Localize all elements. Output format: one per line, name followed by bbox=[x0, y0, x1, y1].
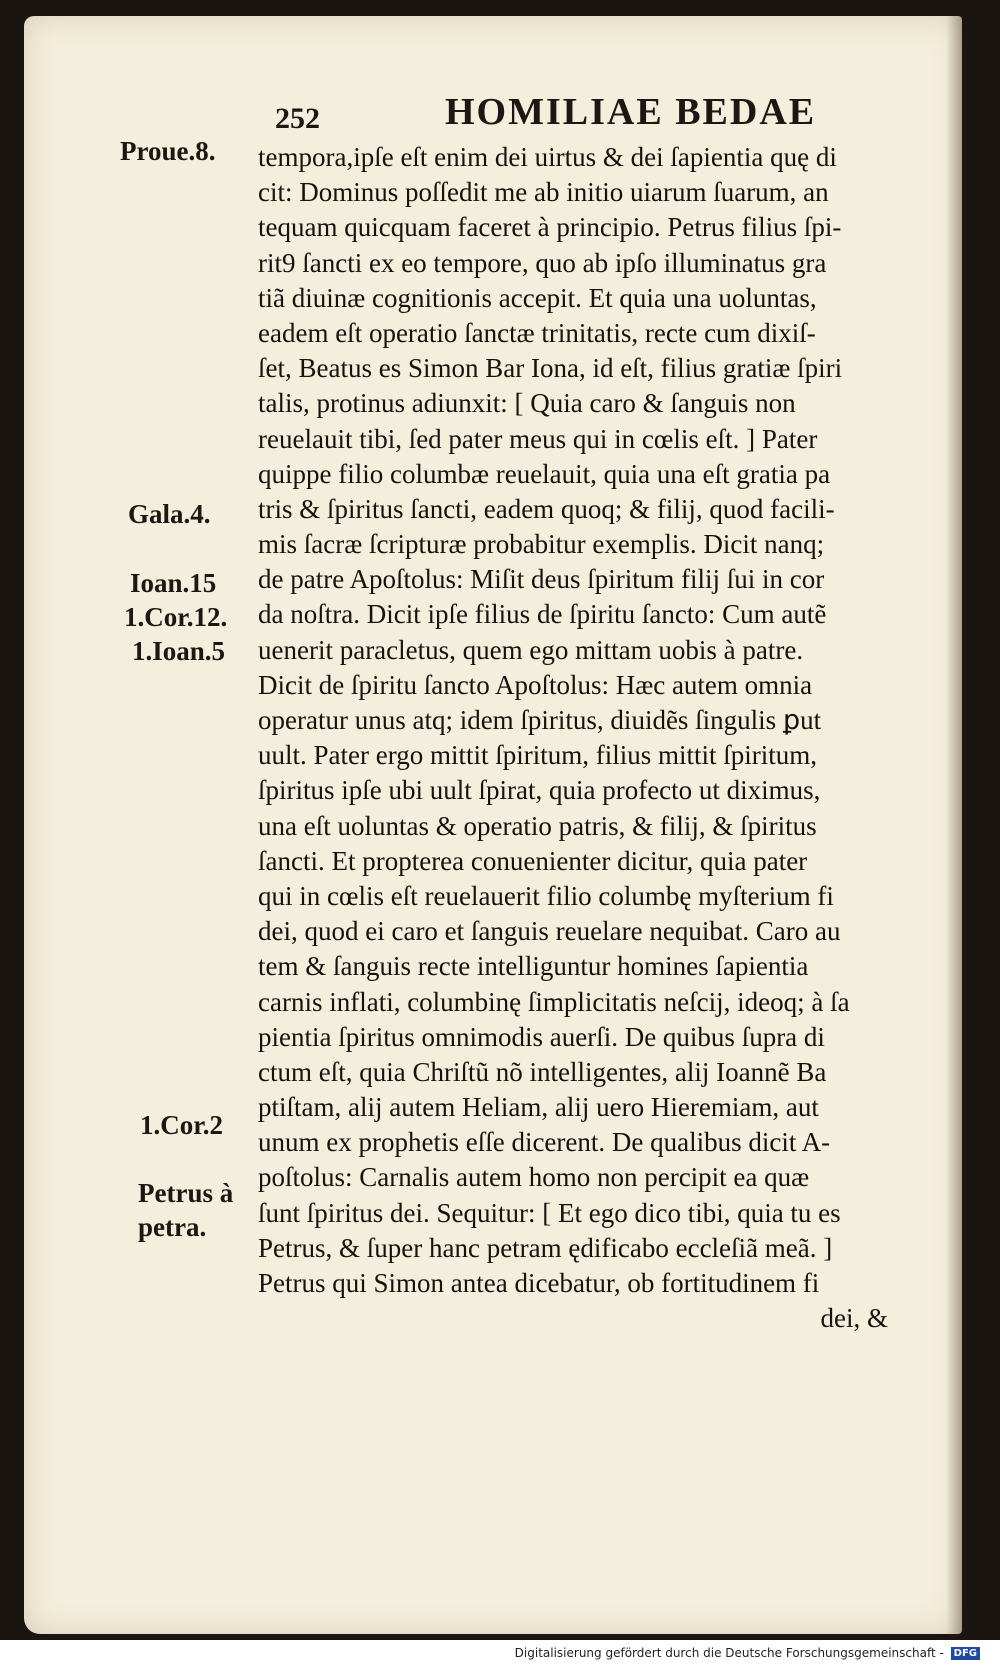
text-line: rit9 ſancti ex eo tempore, quo ab ipſo illuminatus gra bbox=[258, 247, 827, 278]
text-line: pientia ſpiritus omnimodis auerſi. De quibus ſupra di bbox=[258, 1021, 825, 1052]
text-line: tequam quicquam faceret à principio. Petrus filius ſpi- bbox=[258, 212, 842, 243]
text-line: tris & ſpiritus ſancti, eadem quoq; & filij, quod facili- bbox=[258, 493, 835, 524]
text-line: reuelauit tibi, ſed pater meus qui in cœlis eſt. ] Pater bbox=[258, 423, 818, 454]
text-line: una eſt uoluntas & operatio patris, & filij, & ſpiritus bbox=[258, 810, 817, 841]
text-line: de patre Apoſtolus: Miſit deus ſpiritum filij ſui in cor bbox=[258, 564, 825, 595]
dfg-logo-badge: DFG bbox=[951, 1647, 980, 1660]
text-line-catchword: dei, & bbox=[820, 1303, 888, 1334]
margin-note: 1.Cor.12. bbox=[124, 602, 228, 632]
page-header bbox=[275, 90, 835, 140]
margin-note: Ioan.15 bbox=[130, 568, 217, 598]
digitization-footer bbox=[0, 1640, 1000, 1668]
text-line: eadem eſt operatio ſanctæ trinitatis, recte cum dixiſ- bbox=[258, 317, 816, 348]
text-line: qui in cœlis eſt reuelauerit filio columbę myſterium fi bbox=[258, 880, 834, 911]
text-line: operatur unus atq; idem ſpiritus, diuidẽs ſingulis ꝑut bbox=[258, 705, 822, 735]
margin-note: Proue.8. bbox=[120, 136, 216, 166]
text-line: uenerit paracletus, quem ego mittam uobis à patre. bbox=[258, 634, 804, 665]
margin-note: 1.Ioan.5 bbox=[132, 636, 226, 666]
text-line: Petrus qui Simon antea dicebatur, ob fortitudinem fi bbox=[258, 1268, 820, 1298]
text-line: ſunt ſpiritus dei. Sequitur: [ Et ego dico tibi, quia tu es bbox=[258, 1197, 841, 1228]
footer-credit bbox=[515, 1646, 980, 1660]
text-line: tiã diuinæ cognitionis accepit. Et quia una uoluntas, bbox=[258, 282, 817, 313]
margin-notes bbox=[120, 0, 270, 1400]
text-line: tempora,ipſe eſt enim dei uirtus & dei ſapientia quę di bbox=[258, 142, 837, 172]
margin-note: Petrus à bbox=[138, 1178, 234, 1208]
body-text bbox=[258, 140, 958, 1336]
text-line: ctum eſt, quia Chriſtũ nõ intelligentes, alij Ioannẽ Ba bbox=[258, 1056, 827, 1087]
text-line: dei, quod ei caro et ſanguis reuelare nequibat. Caro au bbox=[258, 916, 841, 947]
text-line: ptiſtam, alij autem Heliam, alij uero Hieremiam, aut bbox=[258, 1092, 819, 1123]
text-line: quippe filio columbæ reuelauit, quia una eſt gratia pa bbox=[258, 458, 831, 489]
margin-note: Gala.4. bbox=[128, 499, 211, 529]
footer-credit-text: Digitalisierung gefördert durch die Deutsche Forschungsgemeinschaft - bbox=[514, 1646, 944, 1660]
text-line: tem & ſanguis recte intelliguntur homines ſapientia bbox=[258, 951, 809, 982]
text-line: poſtolus: Carnalis autem homo non percipit ea quæ bbox=[258, 1162, 810, 1193]
text-line: ſancti. Et propterea conuenienter dicitur, quia pater bbox=[258, 845, 808, 876]
page-number: 252 bbox=[275, 102, 320, 135]
text-line: Dicit de ſpiritu ſancto Apoſtolus: Hæc autem omnia bbox=[258, 669, 813, 700]
text-line: carnis inflati, columbinę ſimplicitatis neſcij, ideoq; à ſa bbox=[258, 986, 850, 1017]
running-title: HOMILIAE BEDAE bbox=[445, 91, 817, 133]
text-line: da noſtra. Dicit ipſe filius de ſpiritu ſancto: Cum autẽ bbox=[258, 599, 827, 630]
text-line: talis, protinus adiunxit: [ Quia caro & ſanguis non bbox=[258, 388, 796, 419]
text-line: ſpiritus ipſe ubi uult ſpirat, quia profecto ut diximus, bbox=[258, 775, 821, 806]
margin-note: petra. bbox=[138, 1212, 207, 1242]
text-line: Petrus, & ſuper hanc petram ędificabo eccleſiã meã. ] bbox=[258, 1232, 833, 1263]
text-line: cit: Dominus poſſedit me ab initio uiarum ſuarum, an bbox=[258, 177, 829, 208]
text-line: mis ſacræ ſcripturæ probabitur exemplis. Dicit nanq; bbox=[258, 529, 825, 560]
text-line: unum ex prophetis eſſe dicerent. De qualibus dicit A- bbox=[258, 1127, 831, 1158]
margin-note: 1.Cor.2 bbox=[140, 1110, 224, 1140]
text-line: ſet, Beatus es Simon Bar Iona, id eſt, filius gratiæ ſpiri bbox=[258, 353, 843, 384]
text-line: uult. Pater ergo mittit ſpiritum, filius mittit ſpiritum, bbox=[258, 740, 817, 771]
